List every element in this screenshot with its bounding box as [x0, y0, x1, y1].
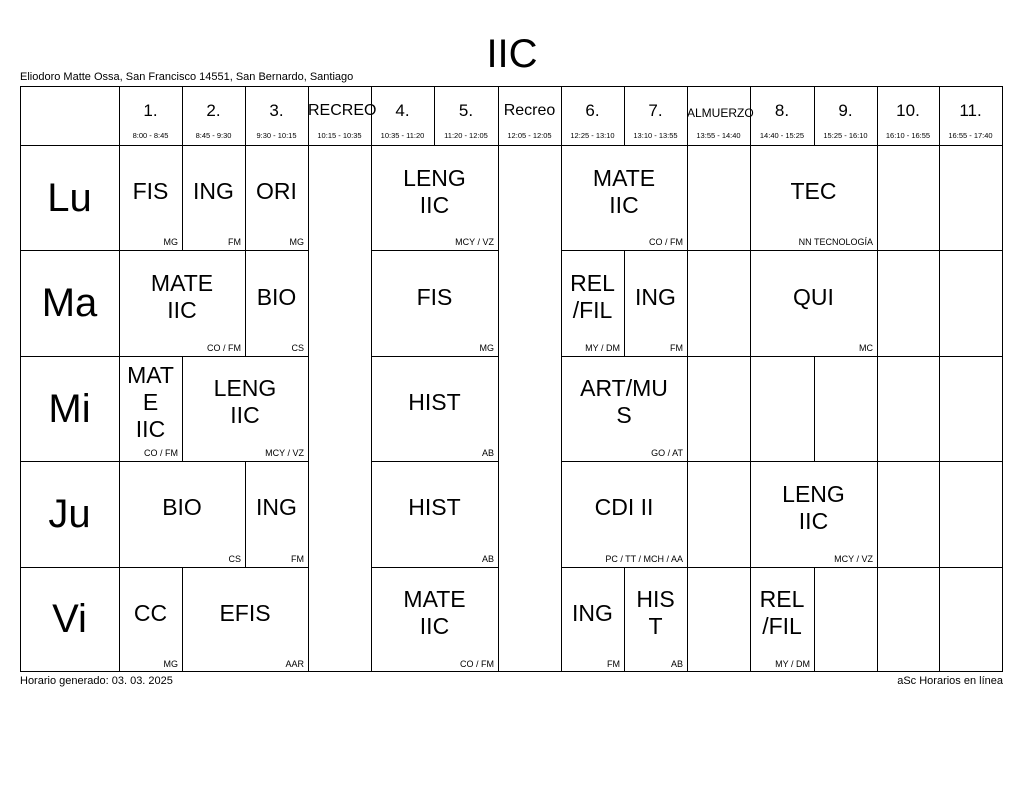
column-divider [939, 461, 940, 566]
column-divider [245, 87, 246, 145]
lesson-teacher: MY / DM [775, 658, 810, 669]
lesson-subject: ING [256, 494, 297, 521]
lesson-cell [561, 461, 687, 566]
column-divider [687, 87, 688, 145]
lesson-subject: FIS [416, 283, 453, 310]
lesson-teacher: FM [228, 237, 241, 248]
lesson-cell [371, 145, 498, 250]
lesson-teacher: AB [481, 553, 494, 564]
lesson-subject: FIS [132, 178, 169, 205]
lesson-teacher: FM [670, 342, 683, 353]
column-divider [498, 461, 499, 566]
lesson-subject: ORI [256, 178, 297, 205]
column-divider [308, 356, 309, 461]
column-divider [750, 356, 751, 461]
column-divider [371, 87, 372, 145]
lesson-cell [750, 461, 877, 566]
column-divider [308, 87, 309, 145]
lesson-teacher: MG [163, 658, 178, 669]
column-divider [877, 87, 878, 145]
period-time: 11:20 - 12:05 [444, 131, 488, 140]
column-divider [498, 250, 499, 355]
lesson-cell [245, 250, 308, 355]
lesson-cell [561, 250, 624, 355]
period-time: 10:15 - 10:35 [317, 131, 362, 140]
lesson-teacher: MG [163, 237, 178, 248]
column-divider [877, 250, 878, 355]
day-label: Ju [48, 491, 91, 536]
lesson-cell [182, 145, 245, 250]
day-label: Mi [48, 386, 91, 431]
column-divider [498, 87, 499, 145]
lesson-subject: LENG IIC [403, 164, 466, 218]
lesson-teacher: CO / FM [144, 448, 178, 459]
lesson-cell [750, 567, 814, 672]
period-time: 8:00 - 8:45 [132, 131, 169, 140]
lesson-cell [750, 145, 877, 250]
period-label: 9. [838, 101, 853, 120]
lesson-teacher: MCY / VZ [265, 448, 304, 459]
lesson-teacher: MG [479, 342, 494, 353]
lesson-subject: REL /FIL [570, 270, 615, 324]
lesson-teacher: AAR [285, 658, 304, 669]
column-divider [498, 356, 499, 461]
lesson-cell [561, 356, 687, 461]
lesson-teacher: MCY / VZ [834, 553, 873, 564]
period-label: 1. [143, 101, 158, 120]
column-divider [498, 145, 499, 250]
lesson-cell [182, 356, 308, 461]
period-label: Recreo [503, 102, 556, 119]
lesson-subject: MATE IIC [150, 270, 214, 324]
lesson-cell [119, 567, 182, 672]
column-divider [561, 87, 562, 145]
period-label: 4. [395, 101, 410, 120]
lesson-subject: MAT E IIC [127, 361, 174, 442]
lesson-subject: CC [133, 599, 168, 626]
period-time: 14:40 - 15:25 [759, 131, 805, 140]
column-divider [939, 250, 940, 355]
lesson-cell [624, 250, 687, 355]
period-time: 13:55 - 14:40 [696, 131, 741, 140]
lesson-teacher: MG [289, 237, 304, 248]
lesson-teacher: FM [291, 553, 304, 564]
column-divider [434, 87, 435, 145]
column-divider [939, 356, 940, 461]
brand-label: aSc Horarios en línea [897, 675, 1003, 687]
lesson-subject: MATE IIC [592, 164, 656, 218]
period-time: 16:55 - 17:40 [948, 131, 993, 140]
lesson-subject: CDI II [594, 494, 654, 521]
column-divider [939, 145, 940, 250]
lesson-cell [750, 250, 877, 355]
period-label: 8. [774, 101, 790, 120]
column-divider [687, 356, 688, 461]
period-label: 5. [458, 101, 474, 120]
lesson-teacher: PC / TT / MCH / AA [605, 553, 683, 564]
column-divider [814, 567, 815, 672]
column-divider [308, 145, 309, 250]
lesson-teacher: GO / AT [651, 448, 683, 459]
column-divider [750, 87, 751, 145]
lesson-subject: TEC [790, 178, 837, 205]
column-divider [308, 250, 309, 355]
period-time: 8:45 - 9:30 [195, 131, 232, 140]
lesson-cell [119, 356, 182, 461]
lesson-teacher: CS [228, 553, 241, 564]
period-time: 15:25 - 16:10 [823, 131, 868, 140]
column-divider [877, 356, 878, 461]
day-label: Ma [41, 281, 98, 326]
lesson-teacher: MY / DM [585, 342, 620, 353]
lesson-subject: ART/MU S [580, 375, 668, 429]
period-time: 12:05 - 12:05 [507, 131, 552, 140]
column-divider [877, 145, 878, 250]
lesson-cell [119, 145, 182, 250]
period-label: 10. [896, 101, 920, 120]
period-time: 10:35 - 11:20 [380, 131, 425, 140]
period-label: 7. [648, 101, 663, 120]
column-divider [939, 87, 940, 145]
column-divider [814, 87, 815, 145]
school-address: Eliodoro Matte Ossa, San Francisco 14551, San Bernardo, Santiago [20, 71, 354, 83]
period-label: 11. [959, 101, 982, 120]
lesson-cell [119, 461, 245, 566]
lesson-cell [371, 461, 498, 566]
lesson-teacher: CO / FM [207, 342, 241, 353]
lesson-cell [245, 145, 308, 250]
column-divider [939, 567, 940, 672]
lesson-subject: QUI [793, 283, 834, 310]
column-divider [687, 145, 688, 250]
lesson-teacher: MC [859, 342, 873, 353]
period-time: 12:25 - 13:10 [570, 131, 615, 140]
lesson-subject: ING [572, 599, 613, 626]
lesson-cell [561, 145, 687, 250]
period-time: 16:10 - 16:55 [885, 131, 931, 140]
period-label: RECREO [308, 102, 377, 119]
lesson-teacher: AB [481, 448, 494, 459]
lesson-teacher: FM [607, 658, 620, 669]
period-label: 2. [206, 101, 221, 120]
column-divider [308, 567, 309, 672]
day-label: Lu [47, 175, 92, 220]
column-divider [877, 461, 878, 566]
column-divider [624, 87, 625, 145]
column-divider [814, 356, 815, 461]
column-divider [687, 250, 688, 355]
lesson-subject: ING [635, 283, 676, 310]
column-divider [119, 87, 120, 145]
column-divider [182, 87, 183, 145]
column-divider [308, 461, 309, 566]
lesson-subject: MATE IIC [403, 586, 466, 640]
generated-date: Horario generado: 03. 03. 2025 [20, 675, 173, 687]
lesson-teacher: AB [670, 658, 683, 669]
lesson-subject: BIO [162, 494, 202, 521]
period-time: 9:30 - 10:15 [256, 131, 297, 140]
period-label: ALMUERZO [687, 106, 754, 120]
lesson-subject: HIS T [636, 586, 675, 640]
lesson-cell [371, 356, 498, 461]
lesson-cell [119, 250, 245, 355]
lesson-teacher: NN TECNOLOGÍA [798, 237, 873, 248]
lesson-subject: LENG IIC [782, 480, 845, 534]
lesson-teacher: CO / FM [649, 237, 683, 248]
lesson-cell [371, 567, 498, 672]
lesson-cell [624, 567, 687, 672]
day-label: Vi [52, 597, 87, 642]
lesson-subject: REL /FIL [759, 586, 805, 640]
lesson-subject: EFIS [219, 599, 271, 626]
timetable-grid [20, 86, 1003, 672]
lesson-subject: BIO [256, 283, 297, 310]
lesson-cell [561, 567, 624, 672]
column-divider [498, 567, 499, 672]
column-divider [687, 567, 688, 672]
lesson-subject: ING [193, 178, 234, 205]
period-label: 3. [269, 101, 284, 120]
lesson-teacher: CO / FM [460, 658, 494, 669]
lesson-subject: HIST [408, 388, 461, 415]
lesson-subject: HIST [408, 494, 461, 521]
column-divider [687, 461, 688, 566]
lesson-cell [245, 461, 308, 566]
period-time: 13:10 - 13:55 [633, 131, 678, 140]
timetable-title: IIC [486, 32, 538, 76]
lesson-cell [371, 250, 498, 355]
lesson-subject: LENG IIC [213, 375, 277, 429]
period-label: 6. [585, 101, 600, 120]
lesson-teacher: CS [291, 342, 304, 353]
column-divider [877, 567, 878, 672]
lesson-teacher: MCY / VZ [455, 237, 494, 248]
lesson-cell [182, 567, 308, 672]
